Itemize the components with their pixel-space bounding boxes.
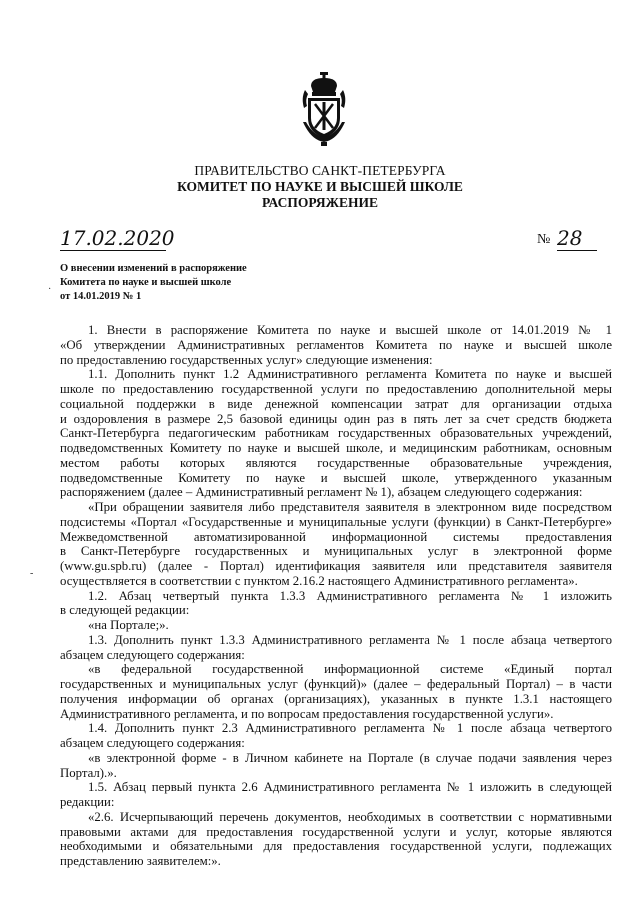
body-text-line: подведомственных Комитету по науке и высшей школе, и медицинским работникам, основным [60, 441, 612, 455]
body-text-line: «2.6. Исчерпывающий перечень документов, необходимых в соответствии с нормативными [88, 809, 612, 824]
body-text-line: 1.5. Абзац первый пункта 2.6 Административного регламента № 1 изложить в следующей [88, 780, 612, 795]
committee-title: КОМИТЕТ ПО НАУКЕ И ВЫСШЕЙ ШКОЛЕ [177, 179, 463, 194]
body-text-line: представлению заявителем:». [60, 854, 221, 868]
body-text-line: «в федеральной государственной информационной системе «Единый портал [88, 662, 612, 677]
body-text-line: 1.4. Дополнить пункт 2.3 Административного регламента № 1 после абзаца четвертого [88, 721, 612, 736]
handwritten-number: 28 [557, 226, 597, 251]
document-subject [60, 262, 247, 304]
body-text-line: распоряжением (далее – Административный регламент № 1), абзацем следующего содержания: [60, 485, 583, 500]
body-text-line: Административного регламента, и по вопросам предоставления государственной услуги». [60, 706, 554, 721]
body-text-line: 1. Внести в распоряжение Комитета по науке и высшей школе от 14.01.2019 № 1 [88, 323, 612, 337]
coat-of-arms-emblem [301, 72, 347, 146]
body-text-line: подсистемы «Портал «Государственные и муниципальные услуги (функции) в Санкт-Петербурге» [60, 514, 612, 529]
subject-line: от 14.01.2019 № 1 [60, 291, 142, 302]
body-text-line: по предоставлению государственных услуг» следующие изменения: [60, 352, 433, 367]
body-text-line: «в электронной форме - в Личном кабинете на Портале (в случае подачи заявления через [88, 750, 612, 765]
number-label: № [537, 232, 551, 247]
subject-line: О внесении изменений в распоряжение [60, 263, 247, 274]
body-text-line: (www.gu.spb.ru) (далее - Портал) идентификация заявителя или представителя заявителя [60, 559, 612, 573]
body-text-line: осуществляется в соответствии с пунктом 2.16.2 настоящего Административного регламента». [60, 573, 578, 588]
body-text-line: школе по предоставлению государственной услуги по предоставлению дополнительной меры [60, 382, 612, 396]
body-text-line: социальной поддержки в виде денежной компенсации затрат для организации отдыха [60, 396, 612, 411]
document-type-title: РАСПОРЯЖЕНИЕ [261, 195, 379, 210]
government-title: ПРАВИТЕЛЬСТВО САНКТ-ПЕТЕРБУРГА [194, 163, 446, 178]
body-text-line: Межведомственной автоматизированной информационной системы предоставления [60, 529, 612, 544]
subject-line: Комитета по науке и высшей школе [60, 277, 232, 288]
body-text-line: абзацем следующего содержания: [60, 647, 245, 662]
body-text-line: Портал).». [60, 765, 117, 780]
margin-dot-mark: · [48, 284, 52, 295]
body-text-line: 1.2. Абзац четвертый пункта 1.3.3 Административного регламента № 1 изложить [88, 588, 612, 603]
margin-dash-mark: - [30, 568, 34, 579]
body-text-line: в следующей редакции: [60, 603, 190, 618]
body-text-line: «При обращении заявителя либо представителя заявителя в электронном виде посредством [88, 500, 612, 514]
body-text-line: абзацем следующего содержания: [60, 736, 245, 750]
handwritten-date: 17.02.2020 [60, 226, 175, 250]
body-text-line: «Об утверждении Административных регламентов Комитета по науке и высшей школе [60, 337, 612, 352]
body-text-line: Санкт-Петербурга педагогическим работникам государственных образовательных учреждений, [60, 426, 612, 441]
body-text-line: подведомственные Комитету по науке и высшей школе, утвержденного указанным [60, 470, 612, 485]
body-text-line: и оздоровления в размере 2,5 базовой единицы один раз в пять лет за счет средств бюджета [60, 411, 612, 426]
body-text-line: получения информации об органах (организациях), указанных в пункте 1.3.1 настоящего [60, 691, 612, 706]
body-text-line: правовыми актами для предоставления государственной услуги и услуг, которые являются [60, 824, 612, 839]
body-text-line: необходимыми и обязательными для предоставления государственной услуги, подлежащих [60, 839, 612, 854]
body-text-line: государственных и муниципальных услуг (функций)» (далее – федеральный Портал) – в части [60, 677, 612, 691]
body-text-line: 1.1. Дополнить пункт 1.2 Административного регламента Комитета по науке и высшей [88, 367, 612, 382]
body-text-line: редакции: [60, 795, 115, 809]
body-text-line: «на Портале;». [88, 618, 169, 632]
body-text-line: местом работы которых являются государственные образовательные учреждения, [60, 455, 612, 470]
body-text-line: 1.3. Дополнить пункт 1.3.3 Административного регламента № 1 после абзаца четвертого [88, 632, 612, 647]
body-text-line: в Санкт-Петербурге государственных и муниципальных услуг в электронной форме [60, 544, 612, 559]
